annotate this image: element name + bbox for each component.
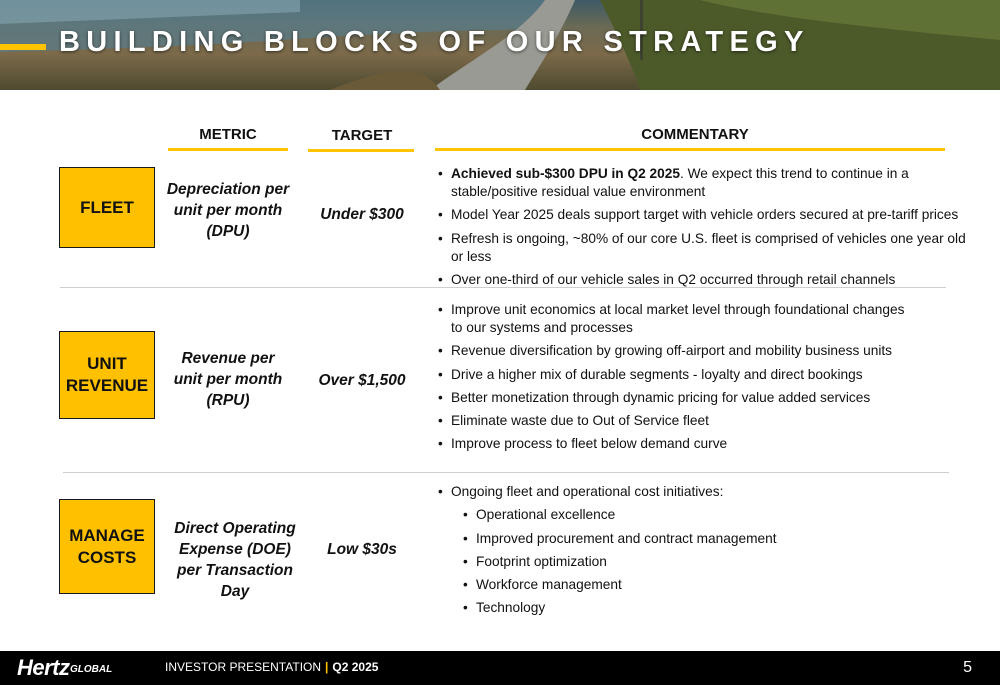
manage-costs-target: Low $30s <box>327 541 397 558</box>
list-item: • Drive a higher mix of durable segments - loyalty and direct bookings <box>438 366 908 384</box>
commentary-text: . We expect this trend to continue in a stable/positive residual value environment <box>451 166 909 199</box>
list-item: • Model Year 2025 deals support target with vehicle orders secured at pre-tariff prices <box>438 206 968 224</box>
row-divider <box>63 472 949 473</box>
commentary-underline <box>435 148 945 151</box>
commentary-bold-text: Achieved sub-$300 DPU in Q2 2025 <box>451 166 680 181</box>
page-title: BUILDING BLOCKS OF OUR STRATEGY <box>59 26 810 58</box>
fleet-label-box: FLEET <box>59 167 155 248</box>
manage-costs-metric: Direct Operating Expense (DOE) per Transaction Day <box>174 520 296 600</box>
list-item <box>438 165 968 201</box>
unit-revenue-label-box: UNIT REVENUE <box>59 331 155 419</box>
list-item: • Over one-third of our vehicle sales in Q2 occurred through retail channels <box>438 271 968 289</box>
fleet-commentary <box>438 165 968 294</box>
hertz-logo-global: GLOBAL <box>70 664 113 675</box>
unit-revenue-commentary <box>438 301 908 459</box>
list-item: • Operational excellence <box>463 506 968 524</box>
list-item: • Revenue diversification by growing off-airport and mobility business units <box>438 342 908 360</box>
page-number: 5 <box>963 659 972 676</box>
manage-costs-label-box: MANAGE COSTS <box>59 499 155 594</box>
fleet-metric: Depreciation per unit per month (DPU) <box>166 181 290 240</box>
list-item: • Refresh is ongoing, ~80% of our core U.S. fleet is comprised of vehicles one year old or less <box>438 230 968 266</box>
title-accent-bar <box>0 44 46 50</box>
hertz-logo: Hertz <box>17 655 70 680</box>
list-item: • Improved procurement and contract management <box>463 530 968 548</box>
fleet-target: Under $300 <box>320 206 404 223</box>
manage-costs-commentary <box>438 483 968 623</box>
footer-separator: | <box>325 660 329 674</box>
footer-caption <box>165 660 378 674</box>
column-header-metric: METRIC <box>199 126 257 143</box>
list-item: • Improve process to fleet below demand curve <box>438 435 908 453</box>
unit-revenue-metric: Revenue per unit per month (RPU) <box>173 350 283 409</box>
column-header-commentary: COMMENTARY <box>641 126 749 143</box>
list-item: • Eliminate waste due to Out of Service fleet <box>438 412 908 430</box>
list-item: • Technology <box>463 599 968 617</box>
list-item: • Footprint optimization <box>463 553 968 571</box>
metric-underline <box>168 148 288 151</box>
unit-revenue-target: Over $1,500 <box>318 372 406 389</box>
footer-presentation-label: INVESTOR PRESENTATION <box>165 660 322 674</box>
list-item: • Better monetization through dynamic pricing for value added services <box>438 389 908 407</box>
row-divider <box>60 287 946 288</box>
footer-quarter: Q2 2025 <box>332 660 379 674</box>
list-item: • Ongoing fleet and operational cost initiatives: <box>438 483 968 501</box>
list-item: • Workforce management <box>463 576 968 594</box>
footer-bar <box>0 651 1000 685</box>
target-underline <box>308 149 414 152</box>
header-banner-image <box>0 0 1000 90</box>
list-item: • Improve unit economics at local market level through foundational changes to our systems and processes <box>438 301 908 337</box>
column-header-target: TARGET <box>331 127 393 144</box>
